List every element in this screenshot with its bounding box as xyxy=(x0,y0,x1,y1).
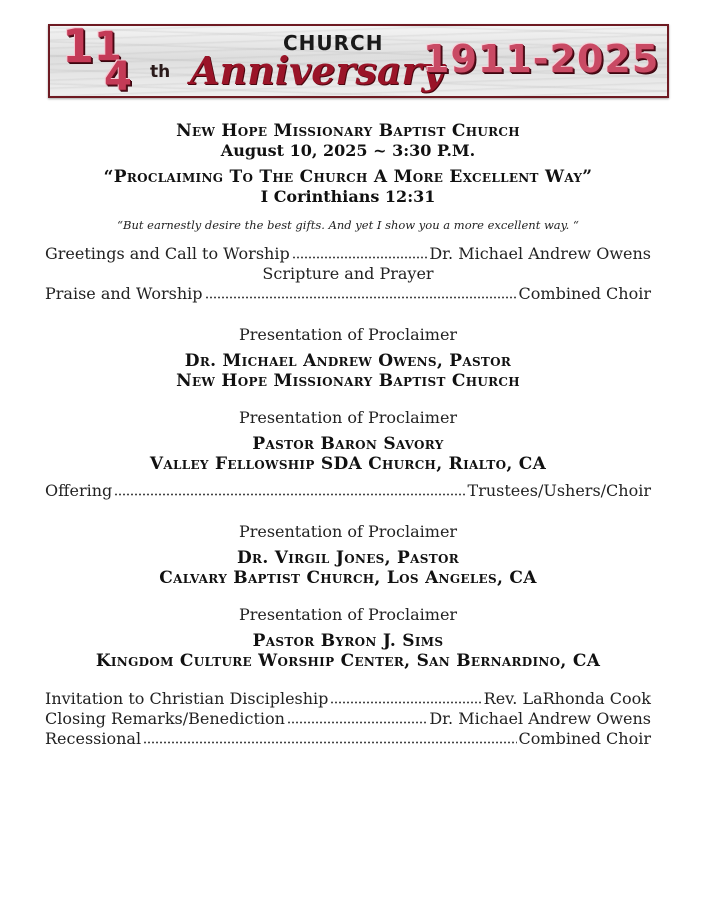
proclaimer-heading: Presentation of Proclaimer xyxy=(238,408,458,427)
dot-leader xyxy=(287,710,427,724)
program-item-leader: Rev. LaRhonda Cook xyxy=(483,689,651,708)
scripture-and-prayer: Scripture and Prayer xyxy=(262,264,434,283)
proclaimer-heading: Presentation of Proclaimer xyxy=(238,605,458,624)
service-theme: “Proclaiming To The Church A More Excellent Way” xyxy=(103,167,593,187)
proclaimer-heading: Presentation of Proclaimer xyxy=(238,325,458,344)
program-item-label: Praise and Worship xyxy=(45,284,203,303)
proclaimer-name: Dr. Virgil Jones, Pastor xyxy=(237,548,459,568)
proclaimer-church: Kingdom Culture Worship Center, San Bernardino, CA xyxy=(95,651,601,671)
dot-leader xyxy=(205,285,517,299)
program-item-label: Offering xyxy=(45,481,113,500)
dot-leader xyxy=(143,730,516,744)
proclaimer-heading: Presentation of Proclaimer xyxy=(238,522,458,541)
program-item-leader: Combined Choir xyxy=(518,284,651,303)
program-item-closing xyxy=(45,709,651,729)
program-item-label: Closing Remarks/Benediction xyxy=(45,709,285,728)
dot-leader xyxy=(114,482,465,496)
program-item-leader: Dr. Michael Andrew Owens xyxy=(429,244,651,263)
anniversary-banner xyxy=(48,24,669,98)
church-name-heading: New Hope Missionary Baptist Church xyxy=(176,121,520,141)
program-item-leader: Trustees/Ushers/Choir xyxy=(467,481,651,500)
dot-leader xyxy=(330,690,481,704)
banner-anniversary-word: Anniversary xyxy=(190,48,444,93)
program-item-leader: Dr. Michael Andrew Owens xyxy=(429,709,651,728)
banner-years: 1911-2025 xyxy=(423,37,660,81)
banner-church-word: CHURCH xyxy=(283,31,384,55)
program-item-leader: Combined Choir xyxy=(518,729,651,748)
proclaimer-name: Dr. Michael Andrew Owens, Pastor xyxy=(184,351,512,371)
banner-digit-1: 1 xyxy=(62,24,95,73)
program-item-label: Recessional xyxy=(45,729,142,748)
scripture-reference: I Corinthians 12:31 xyxy=(260,187,436,206)
program-item-offering xyxy=(45,481,651,501)
banner-ordinal-suffix: th xyxy=(150,62,171,82)
proclaimer-name: Pastor Baron Savory xyxy=(252,434,444,454)
proclaimer-church: New Hope Missionary Baptist Church xyxy=(176,371,520,391)
program-item-invitation xyxy=(45,689,651,709)
proclaimer-church: Valley Fellowship SDA Church, Rialto, CA xyxy=(149,454,547,474)
service-date-time: August 10, 2025 ~ 3:30 P.M. xyxy=(220,141,476,160)
scripture-quote: “But earnestly desire the best gifts. And yet I show you a more excellent way. “ xyxy=(117,218,579,232)
banner-digit-3: 4 xyxy=(104,54,132,98)
dot-leader xyxy=(292,245,428,259)
proclaimer-name: Pastor Byron J. Sims xyxy=(252,631,444,651)
banner-digit-2: 1 xyxy=(94,24,122,70)
program-item-praise xyxy=(45,284,651,304)
proclaimer-church: Calvary Baptist Church, Los Angeles, CA xyxy=(159,568,537,588)
program-item-label: Invitation to Christian Discipleship xyxy=(45,689,329,708)
program-item-greetings xyxy=(45,244,651,264)
program-item-recessional xyxy=(45,729,651,749)
program-item-label: Greetings and Call to Worship xyxy=(45,244,290,263)
